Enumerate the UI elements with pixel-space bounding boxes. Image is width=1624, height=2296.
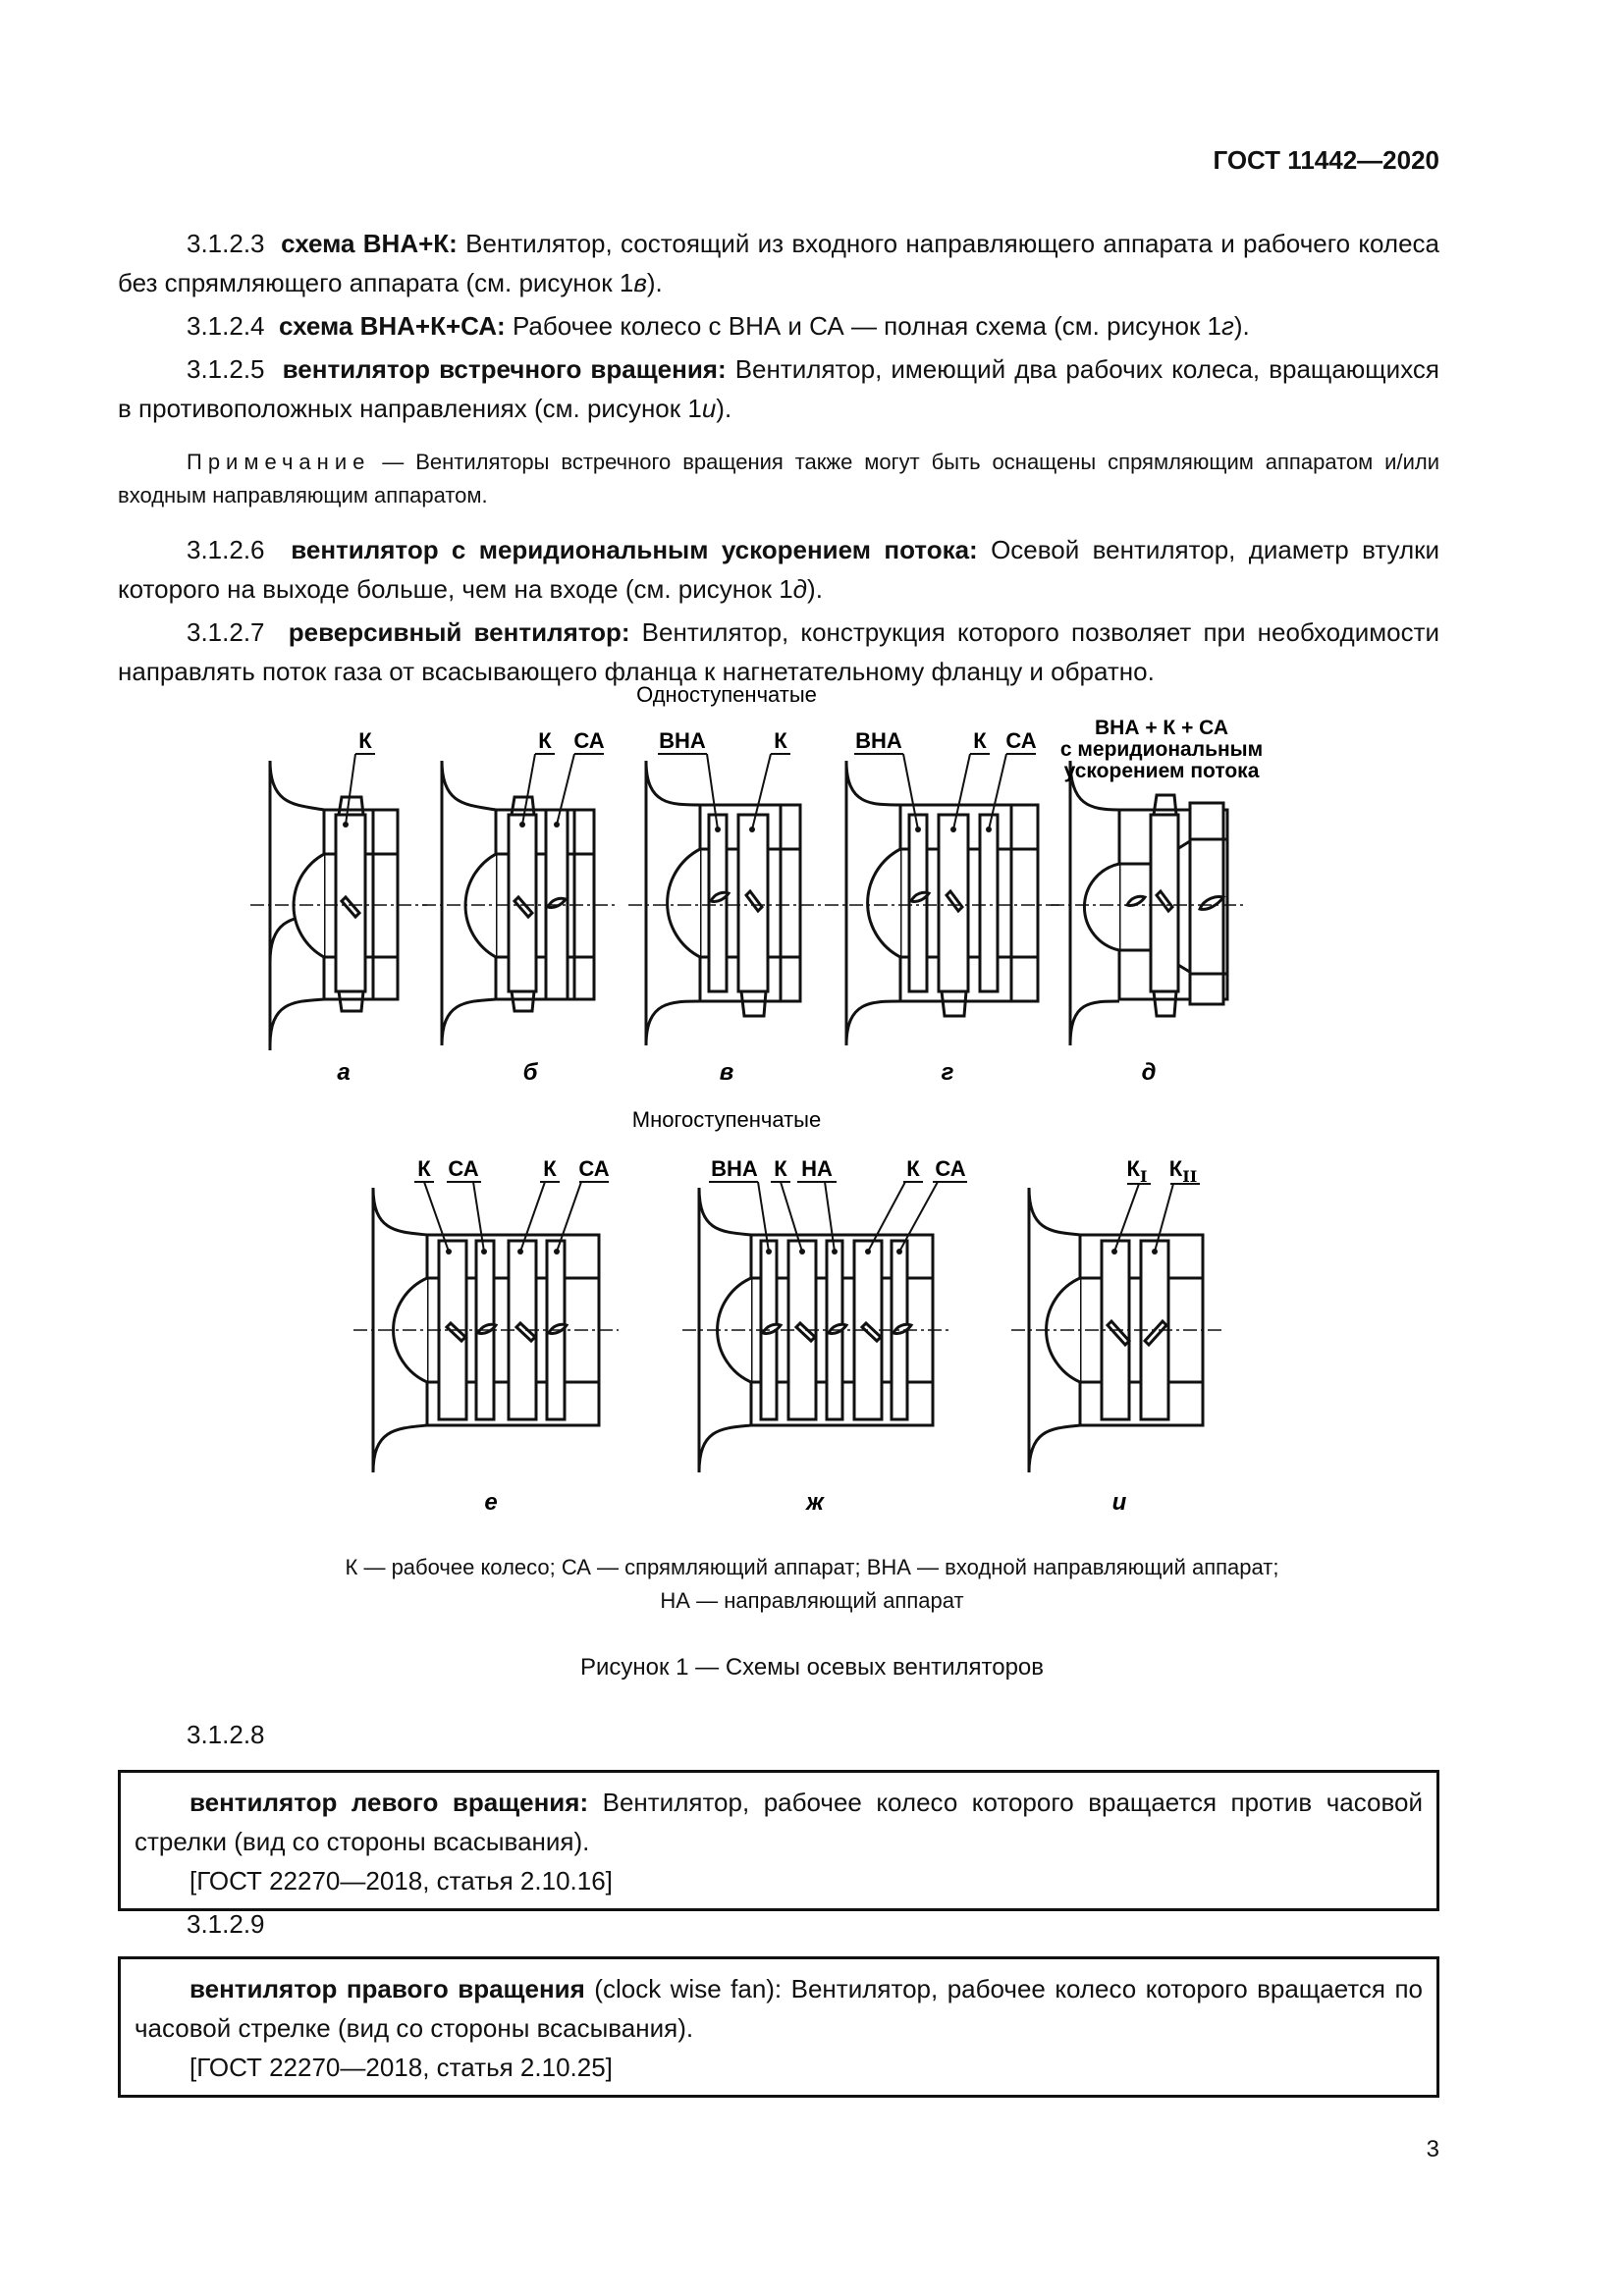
svg-text:СА: СА — [578, 1156, 610, 1181]
svg-text:ВНА: ВНА — [711, 1156, 758, 1181]
scheme-d — [1070, 761, 1227, 1045]
svg-text:ВНА + К + СА: ВНА + К + СА — [1095, 717, 1228, 739]
scheme-g — [846, 761, 1038, 1045]
letter-a: а — [337, 1059, 351, 1086]
letter-i: и — [1111, 1489, 1127, 1516]
svg-text:ВНА: ВНА — [855, 728, 902, 753]
svg-text:К: К — [774, 1156, 787, 1181]
figure-legend-line2: НА — направляющий аппарат — [660, 1588, 964, 1613]
term-number-3-1-2-8: 3.1.2.8 — [187, 1720, 265, 1749]
figure-legend-line1: К — рабочее колесо; СА — спрямляющий аппарат; ВНА — входной направляющий аппарат; — [345, 1555, 1279, 1579]
paragraph-3-1-2-4: 3.1.2.4 схема ВНА+К+СА: Рабочее колесо с ВНА и СА — полная схема (см. рисунок 1г). — [187, 311, 1250, 341]
page-number: 3 — [1426, 2136, 1439, 2163]
svg-text:ускорением потока: ускорением потока — [1063, 760, 1260, 782]
scheme-v — [646, 761, 800, 1045]
label-d — [1060, 717, 1263, 782]
svg-text:СА: СА — [573, 728, 605, 753]
svg-text:КI: $К_I$ — [1126, 1156, 1148, 1186]
term-box-left-rotation — [118, 1770, 1439, 1911]
paragraph-3-1-2-5: 3.1.2.5 вентилятор встречного вращения: Вентилятор, имеющий два рабочих колеса, вращающихся в противоположных направлениях (см. рисунок 1и). — [118, 354, 1439, 423]
svg-text:К: К — [417, 1156, 431, 1181]
paragraph-3-1-2-7: 3.1.2.7 реверсивный вентилятор: Вентилятор, конструкция которого позволяет при необходимости направлять поток газа от всасывающего фланца к нагнетательному фланцу и обратно. — [118, 617, 1440, 686]
letter-zh: ж — [806, 1489, 824, 1516]
svg-text:К: К — [906, 1156, 920, 1181]
letter-v: в — [719, 1059, 734, 1086]
term-number-3-1-2-9: 3.1.2.9 — [187, 1909, 265, 1939]
paragraph-3-1-2-3: 3.1.2.3 схема ВНА+К: Вентилятор, состоящий из входного направляющего аппарата и рабочего колеса без спрямляющего аппарата (см. рисунок 1в). — [118, 229, 1440, 297]
svg-text:СА: СА — [448, 1156, 479, 1181]
svg-text:К: К — [358, 728, 372, 753]
document-id: ГОСТ 11442—2020 — [1213, 145, 1439, 175]
scheme-b — [442, 761, 594, 1045]
body-text — [118, 224, 1439, 695]
group-title-single-stage: Одноступенчатые — [636, 682, 817, 707]
svg-text:К: К — [973, 728, 987, 753]
letter-d: д — [1141, 1059, 1157, 1086]
svg-text:с меридиональным: с меридиональным — [1059, 738, 1264, 761]
figure-caption: Рисунок 1 — Схемы осевых вентиляторов — [579, 1654, 1045, 1681]
term-definition: вентилятор правого вращения (clock wise fan): Вентилятор, рабочее колесо которого вращается по часовой стрелке (вид со стороны всасывания). — [135, 1974, 1424, 2043]
term-definition: вентилятор левого вращения: Вентилятор, рабочее колесо которого вращается против часовой стрелки (вид со стороны всасывания). — [135, 1788, 1423, 1856]
fan-schemes-drawing — [0, 677, 1624, 1679]
svg-text:К: К — [538, 728, 552, 753]
note: Примечание — Вентиляторы встречного вращения также могут быть оснащены спрямляющим аппаратом и/или входным направляющим аппаратом. — [118, 450, 1439, 507]
svg-text:К: К — [774, 728, 787, 753]
figure-fan-schemes — [0, 677, 1624, 1679]
letter-e: е — [484, 1489, 498, 1516]
svg-text:К: К — [543, 1156, 557, 1181]
term-source: [ГОСТ 22270—2018, статья 2.10.16] — [189, 1866, 613, 1896]
letter-b: б — [522, 1059, 538, 1086]
svg-text:КII: $К_{II}$ — [1168, 1156, 1198, 1186]
term-box-right-rotation — [118, 1956, 1439, 2098]
paragraph-3-1-2-6: 3.1.2.6 вентилятор с меридиональным ускорением потока: Осевой вентилятор, диаметр втулки которого на выходе больше, чем на входе (см. рисунок 1д). — [118, 535, 1440, 604]
term-source: [ГОСТ 22270—2018, статья 2.10.25] — [189, 2053, 613, 2082]
svg-text:ВНА: ВНА — [659, 728, 706, 753]
svg-text:НА: НА — [801, 1156, 833, 1181]
letter-g: г — [941, 1059, 954, 1086]
group-title-multi-stage: Многоступенчатые — [631, 1107, 822, 1132]
svg-text:СА: СА — [1005, 728, 1037, 753]
svg-text:СА: СА — [935, 1156, 966, 1181]
